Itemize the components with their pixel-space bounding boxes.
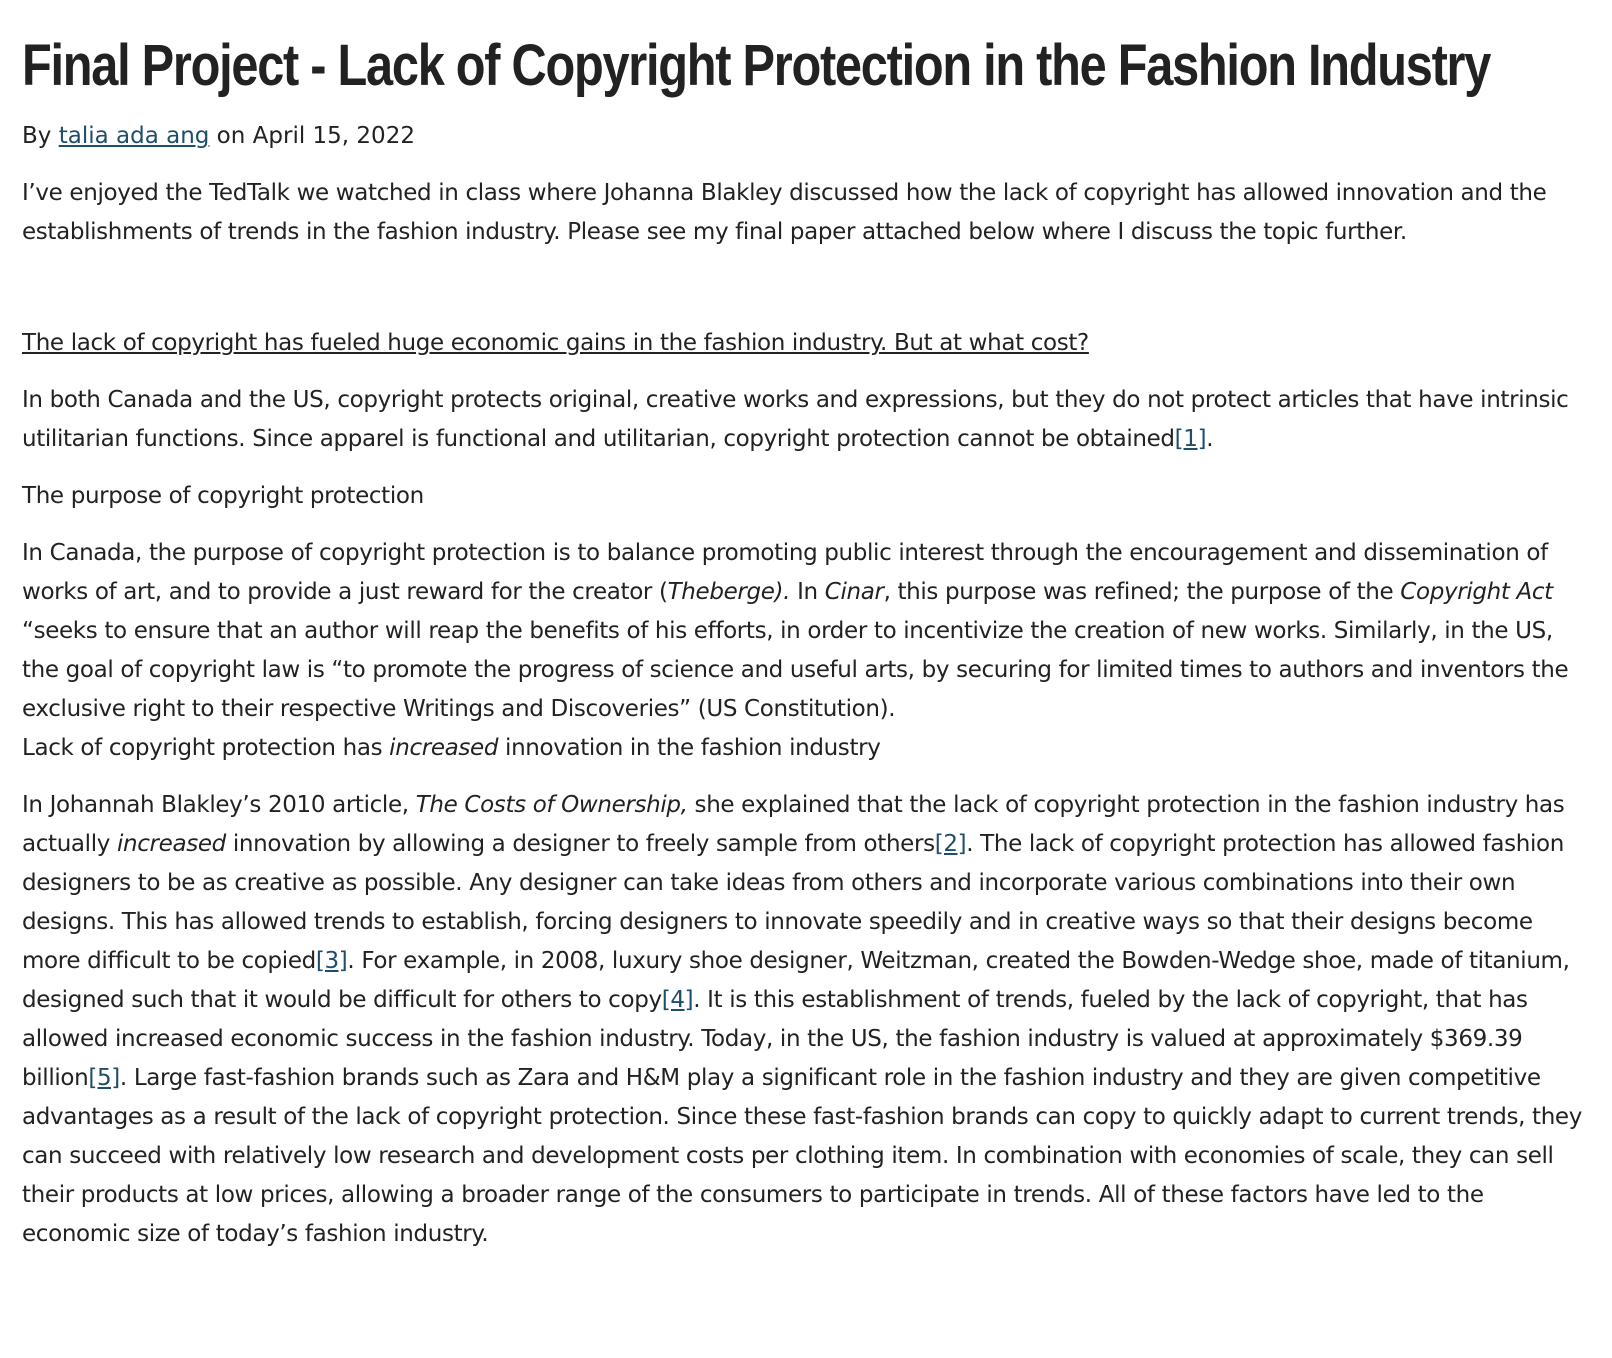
spacer [22,270,1590,324]
paragraph-text: . It is this establishment of trends, fueled by the lack of copyright, that has allowed increased economic success in the fashion industry. Today, in the US, the fashion industry is valued at approximately $369.39 billion [22,987,1528,1091]
heading-text: Lack of copyright protection has [22,735,390,761]
paragraph-text: In [790,579,825,605]
paragraph-text: In Canada, the purpose of copyright protection is to balance promoting public interest through the encouragement and dissemination of works of art, and to provide a just reward for the creator ( [22,540,1548,605]
emphasis: increased [116,831,226,857]
page-title: Final Project - Lack of Copyright Protection in the Fashion Industry [22,33,1491,98]
paragraph-text: “seeks to ensure that an author will reap the benefits of his efforts, in order to incentivize the creation of new works. Similarly, in the US, the goal of copyright law is “to promote the progress of science and useful arts, by securing for limited times to authors and inventors the exclusive right to their respective Writings and Discoveries” (US Constitution). [22,618,1569,722]
paragraph-text: , this purpose was refined; the purpose of the [883,579,1401,605]
byline-by: By [22,123,59,149]
heading-increased-innovation [22,729,1590,768]
footnote-link-5[interactable]: [5] [88,1065,120,1091]
paragraph-text: In both Canada and the US, copyright protects original, creative works and expressions, but they do not protect articles that have intrinsic utilitarian functions. Since apparel is functional and utilitarian, copyright protection cannot be obtained [22,387,1569,452]
case-name: Cinar [824,579,884,605]
case-name: Theberge). [667,579,791,605]
paragraph-text: . Large fast-fashion brands such as Zara and H&M play a significant role in the fashion industry and they are given competitive advantages as a result of the lack of copyright protection. Since these fast-fashion brands can copy to quickly adapt to current trends, they can succeed with relatively low research and development costs per clothing item. In combination with economies of scale, they can sell their products at low prices, allowing a broader range of the consumers to participate in trends. All of these factors have led to the economic size of today’s fashion industry. [22,1065,1582,1247]
heading-emphasis: increased [389,735,499,761]
paragraph-text: . [1206,426,1214,452]
publish-date: April 15, 2022 [252,123,415,149]
paragraph-text: she explained that the lack of copyright protection in the fashion industry has actually [22,792,1565,857]
paragraph-text: innovation by allowing a designer to freely sample from others [225,831,935,857]
footnote-link-2[interactable]: [2] [934,831,967,857]
act-name: Copyright Act [1400,579,1553,605]
footnote-link-3[interactable]: [3] [315,948,348,974]
article-name: The Costs of Ownership, [415,792,688,818]
paragraph-copyright-scope [22,381,1590,459]
author-link[interactable]: talia ada ang [58,123,210,149]
heading-text: innovation in the fashion industry [498,735,881,761]
paragraph-text: . The lack of copyright protection has allowed fashion designers to be as creative as possible. Any designer can take ideas from others and incorporate various combinations into their own designs. This has allowed trends to establish, forcing designers to innovate speedily and in creative ways so that their designs become more difficult to be copied [22,831,1564,974]
intro-paragraph: I’ve enjoyed the TedTalk we watched in class where Johanna Blakley discussed how the lack of copyright has allowed innovation and the establishments of trends in the fashion industry. Please see my final paper attached below where I discuss the topic further. [22,180,1547,245]
byline [22,120,1590,152]
paragraph-text: . For example, in 2008, luxury shoe designer, Weitzman, created the Bowden-Wedge shoe, made of titanium, designed such that it would be difficult for others to copy [22,948,1570,1013]
byline-on: on [209,123,253,149]
footnote-link-1[interactable]: [1] [1174,426,1207,452]
heading-purpose: The purpose of copyright protection [22,483,424,509]
paragraph-text: In Johannah Blakley’s 2010 article, [22,792,416,818]
paragraph-purpose [22,534,1590,729]
underlined-heading: The lack of copyright has fueled huge economic gains in the fashion industry. But at what cost? [22,330,1089,356]
footnote-link-4[interactable]: [4] [661,987,694,1013]
paragraph-blakley [22,786,1590,1254]
